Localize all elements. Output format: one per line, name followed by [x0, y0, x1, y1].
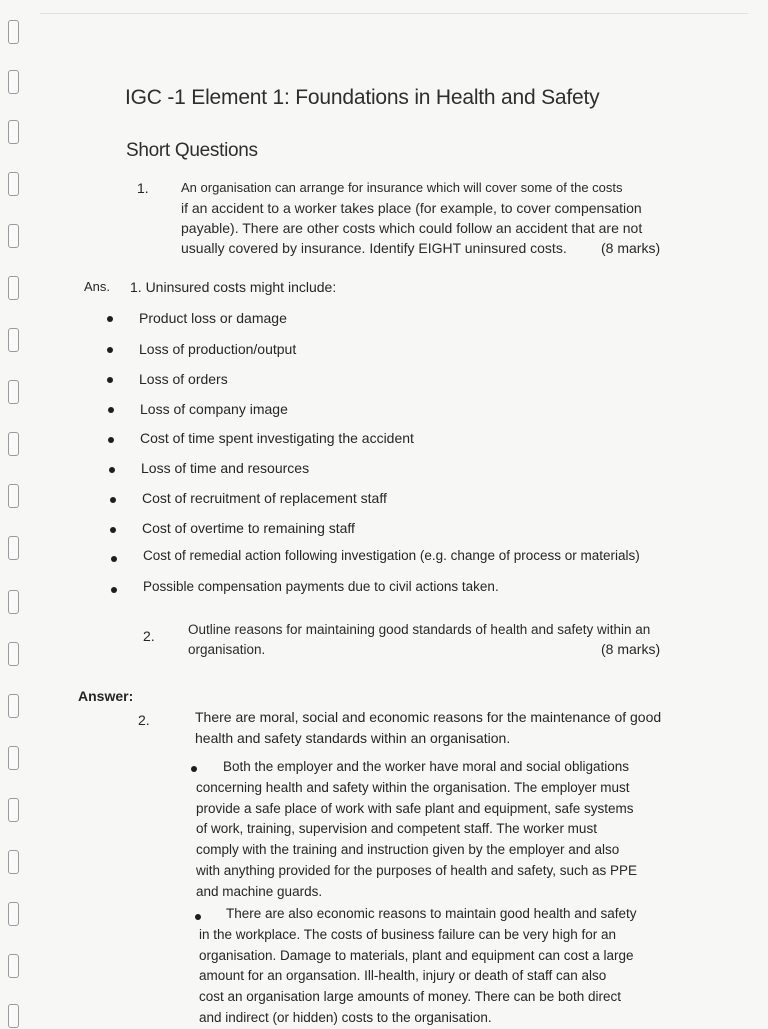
answer-2-point-2 — [199, 904, 669, 1029]
bullet-icon — [110, 527, 116, 533]
answer-label: Ans. — [84, 279, 111, 294]
paragraph-line: amount for an organsation. Ill-health, injury or death of staff can also — [199, 968, 607, 984]
question-line: Outline reasons for maintaining good standards of health and safety within an — [188, 622, 651, 637]
section-heading: Short Questions — [126, 140, 258, 161]
paragraph-line: There are moral, social and economic reasons for the maintenance of good — [195, 709, 662, 725]
answer-number: 2. — [138, 712, 150, 728]
punch-hole — [8, 276, 19, 300]
list-item: Cost of overtime to remaining staff — [142, 520, 355, 536]
list-item: Loss of production/output — [139, 341, 297, 357]
bullet-icon — [108, 437, 114, 443]
paragraph-line: There are also economic reasons to maintain good health and safety — [226, 906, 637, 921]
paragraph-line: organisation. Damage to materials, plant and equipment can cost a large — [199, 947, 634, 963]
bullet-icon — [107, 316, 113, 322]
paragraph-line: of work, training, supervision and competent staff. The worker must — [196, 821, 597, 837]
punch-hole — [8, 380, 19, 404]
punch-hole — [8, 224, 19, 248]
answer-2-intro — [195, 707, 661, 749]
answer-heading: Answer: — [78, 688, 134, 704]
bullet-icon — [111, 556, 117, 562]
marks-label: (8 marks) — [601, 240, 661, 256]
punch-hole — [8, 642, 19, 666]
answer-2-point-1 — [196, 757, 666, 903]
punch-hole — [8, 1004, 19, 1028]
list-item: Loss of orders — [139, 371, 228, 387]
paragraph-line: with anything provided for the purposes of health and safety, such as PPE — [196, 862, 638, 878]
punch-hole — [8, 694, 19, 718]
page-edge-line — [40, 13, 748, 14]
punch-hole — [8, 120, 19, 144]
bullet-icon — [110, 497, 116, 503]
punch-hole — [8, 536, 19, 560]
question-line: usually covered by insurance. Identify EIGHT uninsured costs. — [181, 240, 567, 256]
bullet-icon — [108, 407, 114, 413]
punch-hole — [8, 328, 19, 352]
punch-hole — [8, 70, 19, 94]
list-item: Cost of time spent investigating the accident — [140, 430, 414, 446]
paragraph-line: and machine guards. — [196, 883, 323, 899]
paragraph-line: in the workplace. The costs of business failure can be very high for an — [199, 926, 616, 942]
punch-hole — [8, 20, 19, 44]
binder-holes — [8, 0, 26, 1024]
question-line: organisation. — [188, 642, 266, 657]
paragraph-line: concerning health and safety within the organisation. The employer must — [196, 779, 630, 795]
punch-hole — [8, 850, 19, 874]
question-number: 1. — [137, 180, 149, 196]
punch-hole — [8, 902, 19, 926]
paragraph-line: Both the employer and the worker have moral and social obligations — [223, 759, 629, 774]
list-item: Loss of company image — [140, 401, 288, 417]
list-item: Product loss or damage — [139, 310, 287, 326]
list-item: Cost of remedial action following investigation (e.g. change of process or materials) — [143, 548, 640, 563]
punch-hole — [8, 432, 19, 456]
question-number: 2. — [143, 628, 155, 644]
question-1-text — [181, 178, 642, 258]
punch-hole — [8, 172, 19, 196]
question-line: An organisation can arrange for insurance which will cover some of the costs — [181, 180, 623, 195]
paragraph-line: cost an organisation large amounts of money. There can be both direct — [199, 989, 622, 1005]
punch-hole — [8, 590, 19, 614]
marks-label: (8 marks) — [601, 641, 661, 657]
question-2-text — [188, 620, 650, 660]
paragraph-line: provide a safe place of work with safe plant and equipment, safe systems — [196, 800, 634, 816]
bullet-icon — [109, 467, 115, 473]
question-line: payable). There are other costs which could follow an accident that are not — [181, 220, 643, 236]
bullet-icon — [107, 377, 113, 383]
punch-hole — [8, 484, 19, 508]
page-title: IGC -1 Element 1: Foundations in Health and Safety — [125, 86, 600, 109]
paragraph-line: comply with the training and instruction given by the employer and also — [196, 842, 620, 858]
list-item: Loss of time and resources — [141, 460, 310, 476]
list-item: Cost of recruitment of replacement staff — [142, 490, 387, 506]
paragraph-line: health and safety standards within an organisation. — [195, 729, 511, 746]
punch-hole — [8, 798, 19, 822]
bullet-icon — [111, 587, 117, 593]
paragraph-line: and indirect (or hidden) costs to the organisation. — [199, 1009, 492, 1025]
answer-intro: 1. Uninsured costs might include: — [130, 279, 337, 295]
bullet-icon — [107, 347, 113, 353]
punch-hole — [8, 746, 19, 770]
punch-hole — [8, 954, 19, 978]
question-line: if an accident to a worker takes place (for example, to cover compensation — [181, 200, 642, 216]
list-item: Possible compensation payments due to civil actions taken. — [143, 579, 499, 594]
